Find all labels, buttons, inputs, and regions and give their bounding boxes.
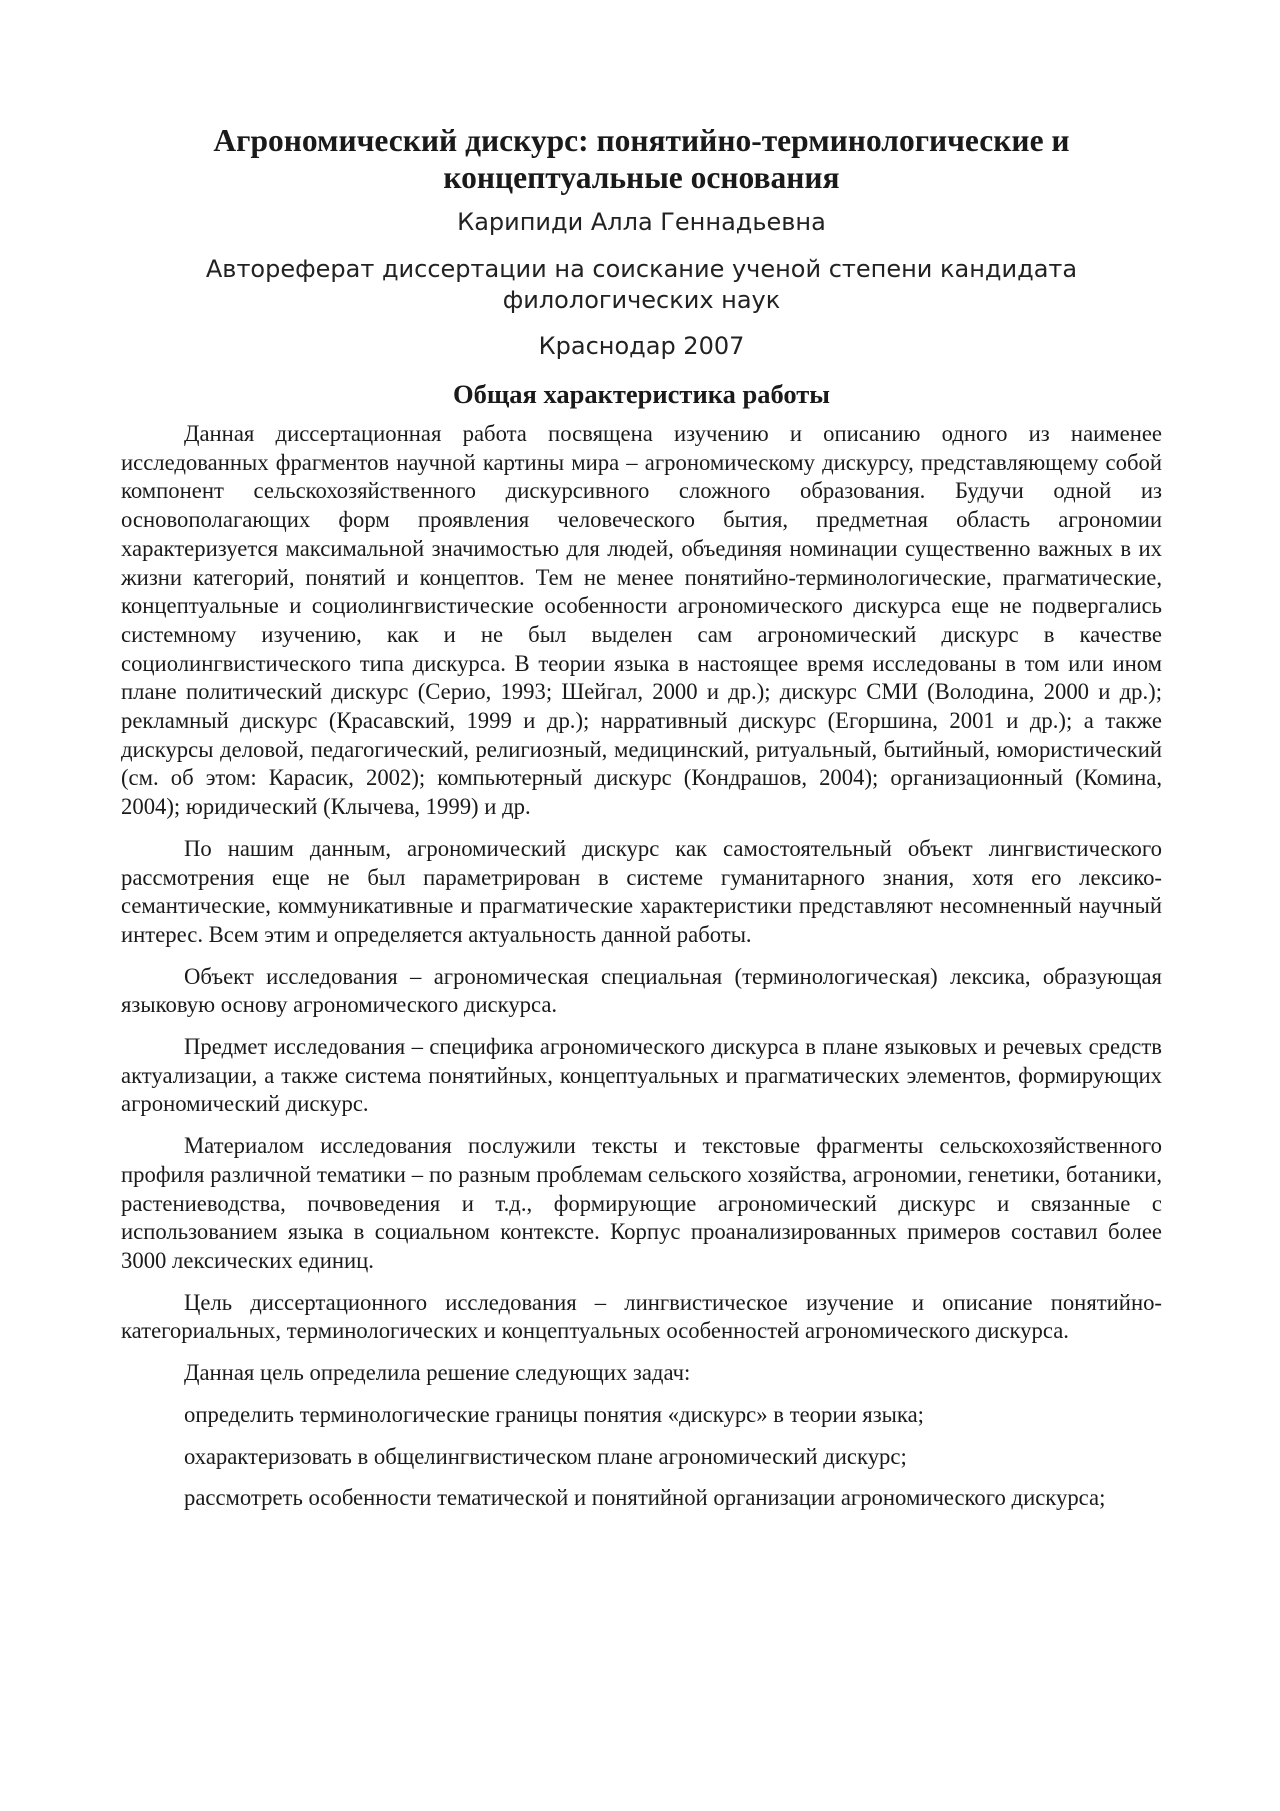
section-heading: Общая характеристика работы <box>453 379 830 409</box>
paragraph: Данная диссертационная работа посвящена изучению и описанию одного из наименее исследованных фрагментов научной картины мира – агрономическому дискурсу, представляющему собой компонент сельскохозяйственного дискурсивного сложного образования. Будучи одной из основополагающих форм проявления человеческого бытия, предметная область агрономии характеризуется максимальной значимостью для людей, объединяя номинации существенно важных в их жизни категорий, понятий и концептов. Тем не менее понятийно-терминологические, прагматические, концептуальные и социолингвистические особенности агрономического дискурса еще не подвергались системному изучению, как и не был выделен сам агрономический дискурс в качестве социолингвистического типа дискурса. В теории языка в настоящее время исследованы в том или ином плане политический дискурс (Серио, 1993; Шейгал, 2000 и др.); дискурс СМИ (Володина, 2000 и др.); рекламный дискурс (Красавский, 1999 и др.); нарративный дискурс (Егоршина, 2001 и др.); а также дискурсы деловой, педагогический, религиозный, медицинский, ритуальный, бытийный, юмористический (см. об этом: Карасик, 2002); компьютерный дискурс (Кондрашов, 2004); организационный (Комина, 2004); юридический (Клычева, 1999) и др. <box>121 421 1162 820</box>
task-item: охарактеризовать в общелингвистическом плане агрономический дискурс; <box>184 1443 907 1469</box>
document-page <box>121 122 1162 1526</box>
paragraph: По нашим данным, агрономический дискурс как самостоятельный объект лингвистического рассмотрения еще не был параметрирован в системе гуманитарного знания, хотя его лексико-семантические, коммуникативные и прагматические характеристики представляют несомненный научный интерес. Всем этим и определяется актуальность данной работы. <box>121 835 1162 947</box>
paragraph: Цель диссертационного исследования – лингвистическое изучение и описание понятийно-категориальных, терминологических и концептуальных особенностей агрономического дискурса. <box>121 1289 1162 1344</box>
paragraph: Материалом исследования послужили тексты и текстовые фрагменты сельскохозяйственного профиля различной тематики – по разным проблемам сельского хозяйства, агрономии, генетики, ботаники, растениеводства, почвоведения и т.д., формирующие агрономический дискурс и связанные с использованием языка в социальном контексте. Корпус проанализированных примеров составил более 3000 лексических единиц. <box>121 1133 1162 1273</box>
paragraph: Предмет исследования – специфика агрономического дискурса в плане языковых и речевых средств актуализации, а также система понятийных, концептуальных и прагматических элементов, формирующих агрономический дискурс. <box>121 1034 1162 1117</box>
paragraph: Данная цель определила решение следующих задач: <box>184 1360 691 1386</box>
document-title: Агрономический дискурс: понятийно-терминологические и концептуальные основания <box>213 123 1070 195</box>
paragraph: Объект исследования – агрономическая специальная (терминологическая) лексика, образующая языковую основу агрономического дискурса. <box>121 963 1162 1018</box>
task-item: определить терминологические границы понятия «дискурс» в теории языка; <box>184 1401 924 1427</box>
document-subtitle: Автореферат диссертации на соискание ученой степени кандидата филологических наук <box>205 255 1078 314</box>
place-year: Краснодар 2007 <box>538 332 745 360</box>
task-item: рассмотреть особенности тематической и понятийной организации агрономического дискурса; <box>184 1485 1106 1511</box>
author-name: Карипиди Алла Геннадьевна <box>457 208 826 236</box>
